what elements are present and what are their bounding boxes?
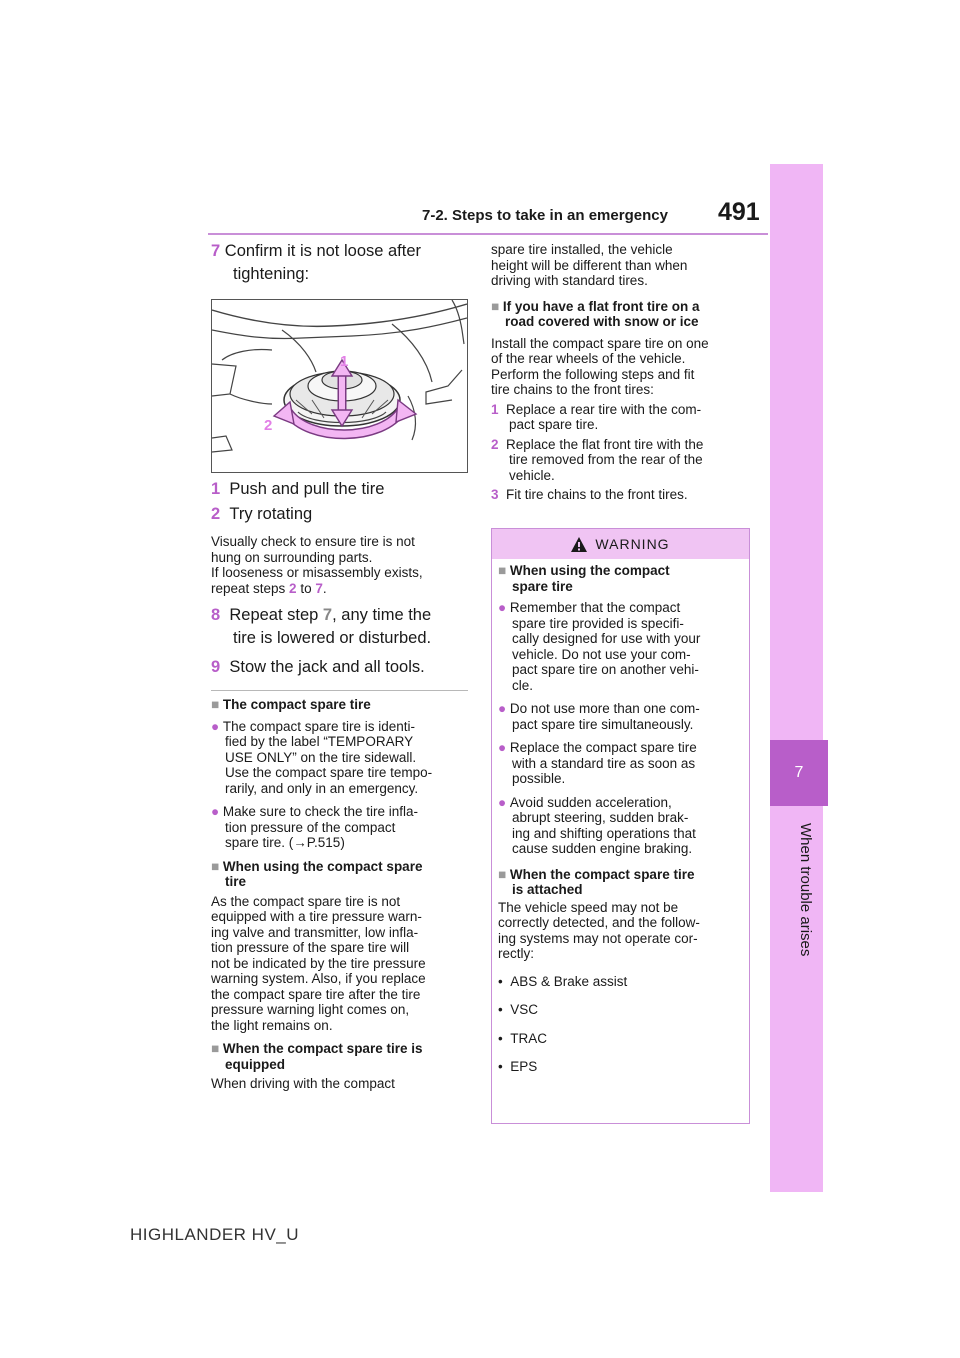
footer-model: HIGHLANDER HV_U — [130, 1225, 300, 1244]
flat-step-2-number: 2 — [491, 436, 499, 452]
using-body-l4: tion pressure of the spare tire will — [211, 940, 410, 955]
bullet-1-l4: Use the compact spare tire tempo- — [225, 765, 433, 780]
warning-h1-l2: spare tire — [512, 578, 573, 594]
equipped-heading-l1: When the compact spare tire is — [222, 1041, 423, 1056]
warning-body — [492, 559, 749, 1075]
header-rule — [208, 233, 768, 235]
system-abs-text: ABS & Brake assist — [510, 973, 628, 989]
bullet-dot: • — [498, 1030, 503, 1046]
continued-text — [491, 242, 753, 289]
wb3-l2: with a standard tire as soon as — [512, 755, 696, 771]
using-body-l5: not be indicated by the tire pressure — [211, 955, 426, 971]
continued-l1: spare tire installed, the vehicle — [491, 242, 673, 257]
wb3-l1: Replace the compact spare tire — [509, 740, 697, 755]
warning-header — [492, 529, 749, 559]
visual-check-l3: If looseness or misassembly exists, — [211, 565, 423, 580]
visual-check-l2: hung on surrounding parts. — [211, 549, 373, 565]
using-body-l6: warning system. Also, if you replace — [211, 971, 426, 986]
wb4-l2: abrupt steering, sudden brak- — [512, 810, 689, 825]
system-item-abs — [498, 974, 743, 990]
bullet-dot: • — [498, 973, 503, 989]
chapter-title-wrap — [797, 823, 817, 963]
warning-title: WARNING — [595, 536, 670, 552]
wb1-l3: cally designed for use with your — [512, 631, 701, 646]
warning-bullet-2 — [498, 701, 743, 732]
warning-h2-l2: is attached — [512, 882, 583, 897]
step-7-text-line2: tightening: — [233, 265, 310, 283]
wb1-l2: spare tire provided is specifi- — [512, 615, 684, 631]
equipped-heading — [211, 1041, 473, 1072]
warning-h2-body — [498, 900, 743, 962]
left-column-lower — [211, 478, 471, 679]
step-9-number: 9 — [211, 658, 221, 676]
dot-bullet: ● — [498, 701, 507, 716]
flat-step-3-l1: Fit tire chains to the front tires. — [506, 487, 688, 502]
flat-step-1 — [491, 402, 753, 433]
left-column-notes — [211, 697, 473, 1092]
step-7-text-line1: Confirm it is not loose after — [224, 242, 422, 260]
wb4-l1: Avoid sudden acceleration, — [509, 794, 672, 810]
using-body-l1: As the compact spare tire is not — [211, 893, 401, 909]
flat-step-3-number: 3 — [491, 487, 499, 502]
square-bullet: ■ — [211, 1041, 220, 1056]
wb4-l3: ing and shifting operations that — [512, 825, 696, 841]
flat-step-2-l2: tire removed from the rear of the — [509, 452, 703, 467]
flat-heading-l2: road covered with snow or ice — [505, 314, 699, 329]
continued-l2: height will be different than when — [491, 257, 688, 273]
warning-h1-l1: When using the compact — [509, 563, 670, 578]
wb2-l1: Do not use more than one com- — [509, 701, 700, 716]
visual-check-step-ref-7: 7 — [315, 580, 323, 596]
arrow-icon: → — [293, 835, 307, 850]
visual-check-note — [211, 534, 471, 596]
dot-bullet: ● — [211, 804, 220, 819]
square-bullet: ■ — [498, 563, 507, 578]
flat-tire-heading — [491, 299, 753, 330]
step-7-number: 7 — [211, 242, 221, 260]
wb1-l5: pact spare tire on another vehi- — [512, 662, 699, 677]
compact-heading-text: The compact spare tire — [222, 697, 371, 712]
chapter-title: When trouble arises — [797, 823, 814, 957]
system-vsc-text: VSC — [510, 1002, 539, 1017]
dot-bullet: ● — [498, 600, 507, 615]
dot-bullet: ● — [498, 740, 507, 755]
spare-tire-drawing — [212, 300, 467, 472]
chapter-number: 7 — [794, 764, 804, 781]
flat-step-3 — [491, 487, 753, 503]
equipped-body — [211, 1076, 473, 1092]
warning-box — [491, 528, 750, 1124]
square-bullet: ■ — [498, 866, 507, 882]
warning-triangle-icon — [571, 537, 587, 552]
bullet-1-l1: The compact spare tire is identi- — [222, 718, 416, 734]
step-8 — [211, 604, 471, 650]
using-body-l2: equipped with a tire pressure warn- — [211, 909, 422, 924]
wh2-l3: ing systems may not operate cor- — [498, 930, 698, 946]
sub-step-2-number: 2 — [211, 505, 221, 523]
page-number: 491 — [718, 198, 760, 226]
chapter-side-tab — [770, 164, 823, 1192]
step-8-number: 8 — [211, 606, 221, 624]
flat-step-2-l3: vehicle. — [509, 467, 555, 483]
using-body-l9: the light remains on. — [211, 1017, 333, 1033]
sub-step-2 — [211, 503, 471, 526]
system-eps-text: EPS — [510, 1059, 538, 1074]
step-8-line2: tire is lowered or disturbed. — [233, 629, 432, 647]
step-8-ref: 7 — [322, 606, 333, 624]
step-8-text-c: , any time the — [332, 606, 432, 624]
warning-bullet-3 — [498, 740, 743, 787]
bullet-1-l2: fied by the label “TEMPORARY — [225, 734, 414, 749]
sub-step-2-text: Try rotating — [229, 505, 313, 523]
figure-label-2: 2 — [264, 417, 273, 434]
section-divider — [211, 690, 468, 691]
flat-body-l4: tire chains to the front tires: — [491, 382, 654, 397]
dot-bullet: ● — [498, 794, 507, 810]
wb1-l4: vehicle. Do not use your com- — [512, 646, 691, 662]
wh2-l2: correctly detected, and the follow- — [498, 915, 700, 930]
wb1-l1: Remember that the compact — [509, 600, 681, 615]
warning-bullet-4 — [498, 795, 743, 857]
equipped-body-l1: When driving with the compact — [211, 1076, 395, 1091]
step-8-text-a: Repeat step — [229, 606, 323, 624]
flat-tire-body — [491, 336, 753, 398]
wb2-l2: pact spare tire simultaneously. — [512, 716, 694, 732]
system-trac-text: TRAC — [510, 1030, 547, 1046]
bullet-dot: • — [498, 1002, 503, 1017]
figure-label-1: 1 — [340, 353, 349, 370]
flat-step-1-l2: pact spare tire. — [509, 417, 599, 432]
flat-step-1-l1: Replace a rear tire with the com- — [506, 401, 702, 417]
dot-bullet: ● — [211, 718, 220, 734]
visual-check-l4c: to — [296, 580, 316, 596]
bullet-dot: • — [498, 1059, 503, 1074]
wh2-l4: rectly: — [498, 946, 535, 961]
using-body-l8: pressure warning light comes on, — [211, 1002, 410, 1017]
visual-check-l4e: . — [322, 580, 327, 596]
using-heading — [211, 859, 473, 890]
system-item-trac — [498, 1031, 743, 1047]
bullet-2-l3a: spare tire. ( — [225, 835, 294, 850]
left-column-top — [211, 240, 469, 286]
flat-body-l3: Perform the following steps and fit — [491, 366, 695, 382]
wb3-l3: possible. — [512, 771, 566, 786]
sub-step-1-text: Push and pull the tire — [229, 480, 385, 498]
bullet-2 — [211, 804, 473, 851]
bullet-1-l3: USE ONLY” on the tire sidewall. — [225, 749, 417, 765]
wh2-l1: The vehicle speed may not be — [498, 899, 679, 915]
flat-heading-l1: If you have a flat front tire on a — [502, 298, 700, 314]
visual-check-l1: Visually check to ensure tire is not — [211, 534, 415, 549]
flat-step-2 — [491, 437, 753, 484]
square-bullet: ■ — [211, 697, 220, 712]
using-body-l3: ing valve and transmitter, low infla- — [211, 924, 419, 940]
sub-step-1 — [211, 478, 471, 501]
step-9-text: Stow the jack and all tools. — [229, 658, 425, 676]
sub-step-1-number: 1 — [211, 480, 221, 498]
bullet-2-l1: Make sure to check the tire infla- — [222, 804, 419, 819]
wb4-l4: cause sudden engine braking. — [512, 841, 693, 856]
system-item-vsc — [498, 1002, 743, 1018]
step-7 — [211, 240, 469, 286]
visual-check-l4a: repeat steps — [211, 580, 290, 596]
section-title: 7-2. Steps to take in an emergency — [422, 207, 668, 224]
flat-step-1-number: 1 — [491, 401, 499, 417]
warning-h2-l1: When the compact spare tire — [509, 866, 695, 882]
flat-body-l1: Install the compact spare tire on one — [491, 335, 709, 351]
chapter-number-box[interactable] — [770, 740, 828, 806]
bullet-2-l2: tion pressure of the compact — [225, 819, 396, 835]
using-heading-l2: tire — [225, 874, 247, 889]
warning-heading-1 — [498, 563, 743, 594]
right-column — [491, 242, 753, 503]
using-heading-l1: When using the compact spare — [222, 858, 423, 874]
square-bullet: ■ — [211, 858, 220, 874]
using-body-l7: the compact spare tire after the tire — [211, 986, 421, 1002]
warning-heading-2 — [498, 867, 743, 898]
compact-heading — [211, 697, 473, 713]
visual-check-step-ref-2: 2 — [289, 580, 297, 596]
bullet-1 — [211, 719, 473, 797]
bullet-1-l5: rarily, and only in an emergency. — [225, 780, 419, 796]
equipped-heading-l2: equipped — [225, 1056, 285, 1072]
flat-body-l2: of the rear wheels of the vehicle. — [491, 351, 686, 366]
page-ref-link[interactable]: P.515) — [306, 835, 345, 850]
square-bullet: ■ — [491, 298, 500, 314]
using-body — [211, 894, 473, 1034]
wb1-l6: cle. — [512, 677, 534, 693]
flat-step-2-l1: Replace the flat front tire with the — [506, 436, 704, 452]
warning-bullet-1 — [498, 600, 743, 693]
spare-tire-illustration — [211, 299, 468, 473]
system-item-eps — [498, 1059, 743, 1075]
step-9 — [211, 656, 471, 679]
continued-l3: driving with standard tires. — [491, 273, 648, 288]
